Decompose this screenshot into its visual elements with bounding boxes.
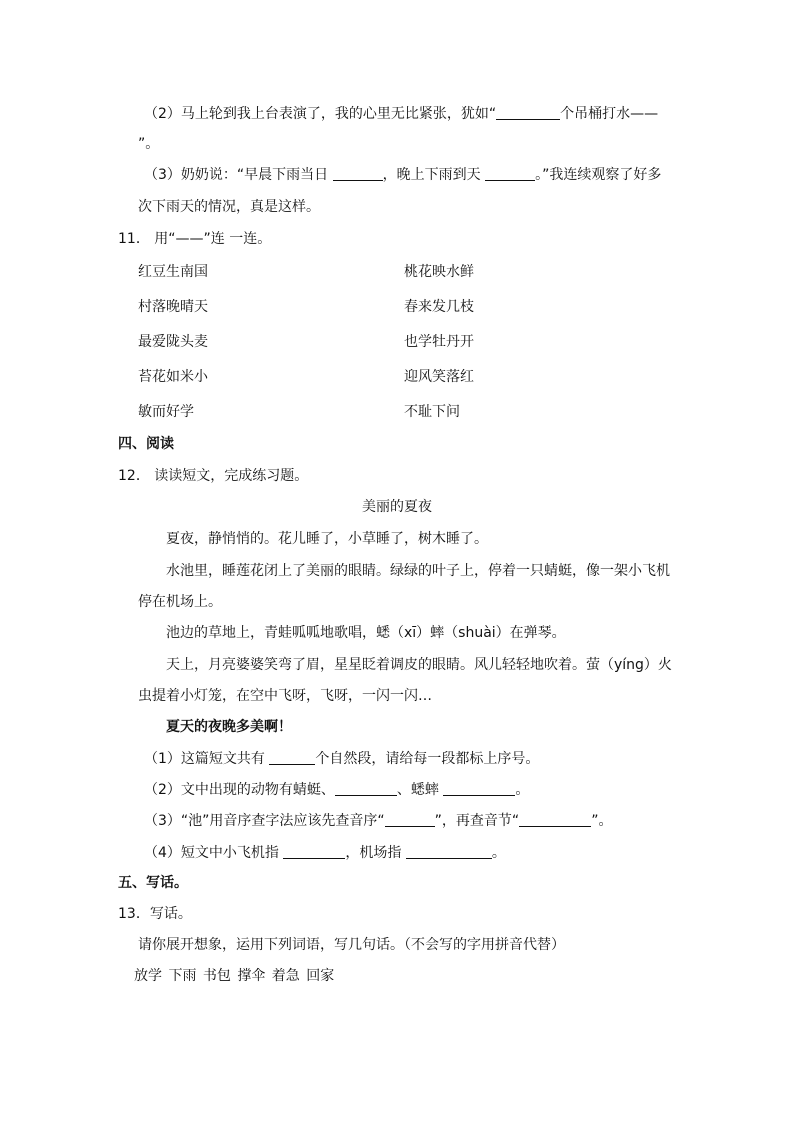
q13-word-list: 放学 下雨 书包 撑伞 着急 回家 [134,968,335,984]
passage-title: 美丽的夏夜 [362,499,432,515]
match-left-item[interactable]: 苔花如米小 [138,369,208,385]
q12-sub-1 [144,749,539,769]
section-heading-writing: 五、写话。 [118,875,188,891]
q10-item-3 [144,165,661,185]
match-left-item[interactable]: 最爱陇头麦 [138,334,208,350]
answer-blank[interactable] [269,750,315,765]
q12-stem: 12． 读读短文，完成练习题。 [118,468,309,484]
q12-sub-2-text-a: （2）文中出现的动物有蜻蜓、 [144,782,335,798]
q12-sub-3-text-a: （3）“池”用音序查字法应该先查音序“ [144,813,385,829]
q12-sub-4-text-b: ，机场指 [345,845,402,861]
q12-sub-3-text-b: ”，再查音节“ [434,813,520,829]
passage-para-2-cont: 停在机场上。 [138,594,222,610]
q12-sub-2-text-b: 、蟋蟀 [396,782,439,798]
q10-item-3-cont: 次下雨天的情况，真是这样。 [138,199,320,215]
passage-para-4-cont: 虫提着小灯笼，在空中飞呀，飞呀，一闪一闪… [138,688,432,704]
answer-blank[interactable] [406,844,492,859]
answer-blank[interactable] [485,166,535,181]
q12-sub-2-text-c: 。 [515,782,530,798]
answer-blank[interactable] [385,812,435,827]
q13-instruction: 请你展开想象，运用下列词语，写几句话。（不会写的字用拼音代替） [138,937,565,953]
match-left-item[interactable]: 村落晚晴天 [138,299,208,315]
passage-para-3: 池边的草地上，青蛙呱呱地歌唱，蟋（xī）蟀（shuài）在弹琴。 [166,625,566,641]
match-right-item[interactable]: 迎风笑落红 [404,369,474,385]
q13-stem: 13．写话。 [118,906,192,922]
match-right-item[interactable]: 也学牡丹开 [404,334,474,350]
q12-sub-1-text-a: （1）这篇短文共有 [144,751,265,767]
answer-blank[interactable] [283,844,345,859]
q10-item-2-text-a: （2）马上轮到我上台表演了，我的心里无比紧张，犹如“ [144,106,497,122]
answer-blank[interactable] [333,166,383,181]
q12-sub-4-text-c: 。 [491,845,506,861]
match-right-item[interactable]: 不耻下问 [404,404,460,420]
passage-para-5: 夏天的夜晚多美啊！ [166,719,292,735]
q10-item-3-text-c: 。”我连续观察了好多 [535,167,662,183]
q10-item-3-text-a: （3）奶奶说：“早晨下雨当日 [144,167,329,183]
answer-blank[interactable] [496,105,560,120]
passage-para-2: 水池里，睡莲花闭上了美丽的眼睛。绿绿的叶子上，停着一只蜻蜓，像一架小飞机 [166,563,670,579]
match-right-item[interactable]: 春来发几枝 [404,299,474,315]
q10-item-3-text-b: ，晚上下雨到天 [382,167,481,183]
match-left-item[interactable]: 红豆生南国 [138,264,208,280]
q10-item-2 [144,104,658,124]
q10-item-2-end: ”。 [138,136,160,152]
passage-para-1: 夏夜，静悄悄的。花儿睡了，小草睡了，树木睡了。 [166,531,488,547]
answer-blank[interactable] [519,812,591,827]
answer-blank[interactable] [443,781,515,796]
q12-sub-3 [144,811,612,831]
q12-sub-1-text-b: 个自然段，请给每一段都标上序号。 [315,751,540,767]
q12-sub-2 [144,780,529,800]
match-left-item[interactable]: 敏而好学 [138,404,194,420]
match-right-item[interactable]: 桃花映水鲜 [404,264,474,280]
passage-para-4: 天上，月亮婆婆笑弯了眉，星星眨着调皮的眼睛。风儿轻轻地吹着。萤（yíng）火 [166,657,672,673]
q10-item-2-text-b: 个吊桶打水—— [560,106,659,122]
q12-sub-3-text-c: ”。 [591,813,613,829]
q12-sub-4-text-a: （4）短文中小飞机指 [144,845,279,861]
section-heading-reading: 四、阅读 [118,436,174,452]
q11-stem: 11． 用“——”连 一连。 [118,231,272,247]
q12-sub-4 [144,843,506,863]
answer-blank[interactable] [335,781,397,796]
